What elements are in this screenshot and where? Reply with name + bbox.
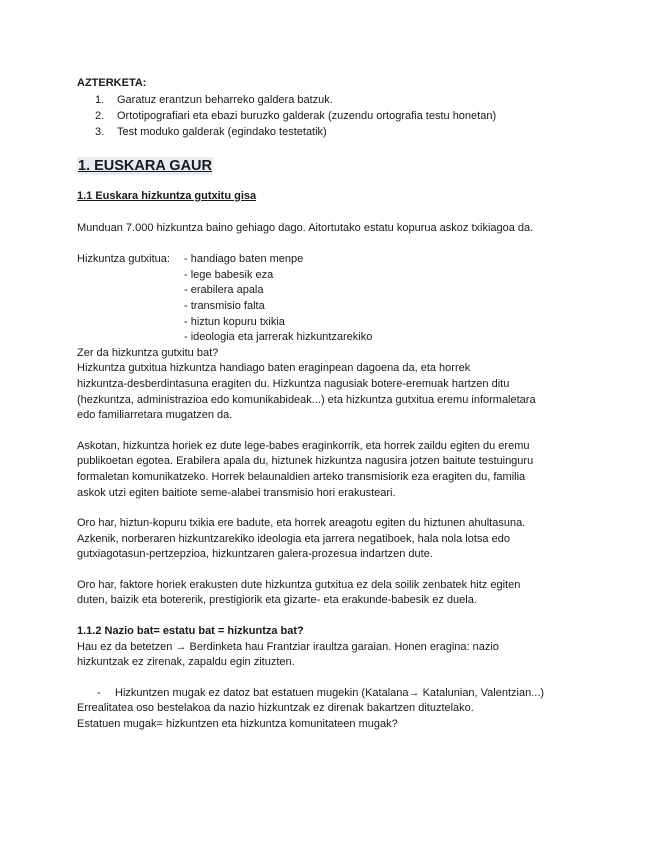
list-number: 1.	[95, 93, 105, 106]
paragraph-line: Errealitatea oso bestelakoa da nazio hizkuntzak ez direnak bakartzen dituztelako.	[77, 702, 474, 715]
gutxitua-item: - erabilera apala	[184, 284, 264, 297]
paragraph-line: Askotan, hizkuntza horiek ez dute lege-babes eraginkorrik, eta horrek zaildu egiten du eremu	[77, 439, 530, 452]
paragraph	[77, 578, 597, 609]
paragraph-line: (hezkuntza, administrazioa edo komunikabideak...) eta hizkuntza gutxitua eremu informaletara	[77, 393, 536, 406]
paragraph: Munduan 7.000 hizkuntza baino gehiago dago. Aitortutako estatu kopurua askoz txikiagoa da.	[77, 221, 534, 234]
list-number: 2.	[95, 109, 105, 122]
paragraph	[77, 439, 597, 501]
exam-heading: AZTERKETA:	[77, 77, 147, 89]
paragraph	[77, 516, 597, 563]
subsection-title: 1.1.2 Nazio bat= estatu bat = hizkuntza bat?	[77, 625, 304, 638]
paragraph	[77, 361, 597, 423]
gutxitua-item: - hiztun kopuru txikia	[184, 315, 285, 328]
paragraph	[77, 640, 597, 671]
gutxitua-list	[77, 252, 597, 346]
gutxitua-item: - handiago baten menpe	[184, 253, 304, 266]
gutxitua-item: - transmisio falta	[184, 299, 265, 312]
question: Zer da hizkuntza gutxitu bat?	[77, 346, 219, 359]
exam-list-item	[77, 92, 597, 108]
gutxitua-item: - lege babesik eza	[184, 268, 274, 281]
paragraph-line: edo familiarretara mugatzen da.	[77, 409, 233, 422]
bullet-item	[77, 686, 597, 702]
exam-list-item	[77, 108, 597, 124]
paragraph-line: Azkenik, norberaren hizkuntzarekiko ideologia eta jarrera negatiboek, hala nola lotsa edo	[77, 532, 510, 545]
paragraph-line: Hizkuntza gutxitua hizkuntza handiago baten eraginpean dagoena da, eta horrek	[77, 362, 471, 375]
gutxitua-item: - ideologia eta jarrerak hizkuntzarekiko	[184, 331, 373, 344]
paragraph-line: publikoetan egotea. Erabilera apala du, hiztunek hizkuntza nagusira jotzen baitute testuinguru	[77, 455, 534, 468]
gutxitua-label: Hizkuntza gutxitua:	[77, 253, 170, 266]
exam-list	[77, 92, 597, 140]
paragraph-line: hizkuntza-desberdintasuna eragiten du. Hizkuntza nagusiak botere-eremuak hartzen ditu	[77, 377, 510, 390]
paragraph-line: Estatuen mugak= hizkuntzen eta hizkuntza komunitateen mugak?	[77, 718, 398, 731]
paragraph-line: Hau ez da betetzen → Berdinketa hau Frantziar iraultza garaian. Honen eragina: nazio	[77, 640, 499, 653]
paragraph-line: gutxiagotasun-pertzepzioa, hizkuntzaren galera-prozesua indartzen dute.	[77, 548, 433, 561]
subsection-title: 1.1 Euskara hizkuntza gutxitu gisa	[77, 189, 257, 202]
bullet-dash: -	[97, 686, 101, 699]
list-number: 3.	[95, 125, 105, 138]
paragraph-line: formaletan komunikatzeko. Horrek belaunaldien arteko transmisiorik eza eragiten du, familia	[77, 470, 526, 483]
exam-list-item	[77, 124, 597, 140]
paragraph-line: Oro har, faktore horiek erakusten dute hizkuntza gutxitua ez dela soilik zenbatek hitz egiten	[77, 578, 521, 591]
paragraph-line: Oro har, hiztun-kopuru txikia ere badute, eta horrek areagotu egiten du hiztunen ahultasuna.	[77, 517, 526, 530]
paragraph-line: hizkuntzak ez zirenak, zapaldu egin zituzten.	[77, 656, 295, 669]
list-text: Test moduko galderak (egindako testetatik)	[117, 125, 327, 138]
paragraph-line: duten, baizik eta botererik, prestigiorik eta gizarte- eta erakunde-babesik ez duela.	[77, 594, 477, 607]
section-title: 1. EUSKARA GAUR	[78, 157, 213, 174]
paragraph-line: askok utzi egiten baitiote seme-alabei transmisio hori erakusteari.	[77, 486, 396, 499]
list-text: Ortotipografiari eta ebazi buruzko galderak (zuzendu ortografia testu honetan)	[117, 109, 497, 122]
list-text: Garatuz erantzun beharreko galdera batzuk.	[117, 93, 333, 106]
bullet-text: Hizkuntzen mugak ez datoz bat estatuen mugekin (Katalana→ Katalunian, Valentzian...)	[115, 686, 545, 699]
document-page	[77, 76, 597, 733]
